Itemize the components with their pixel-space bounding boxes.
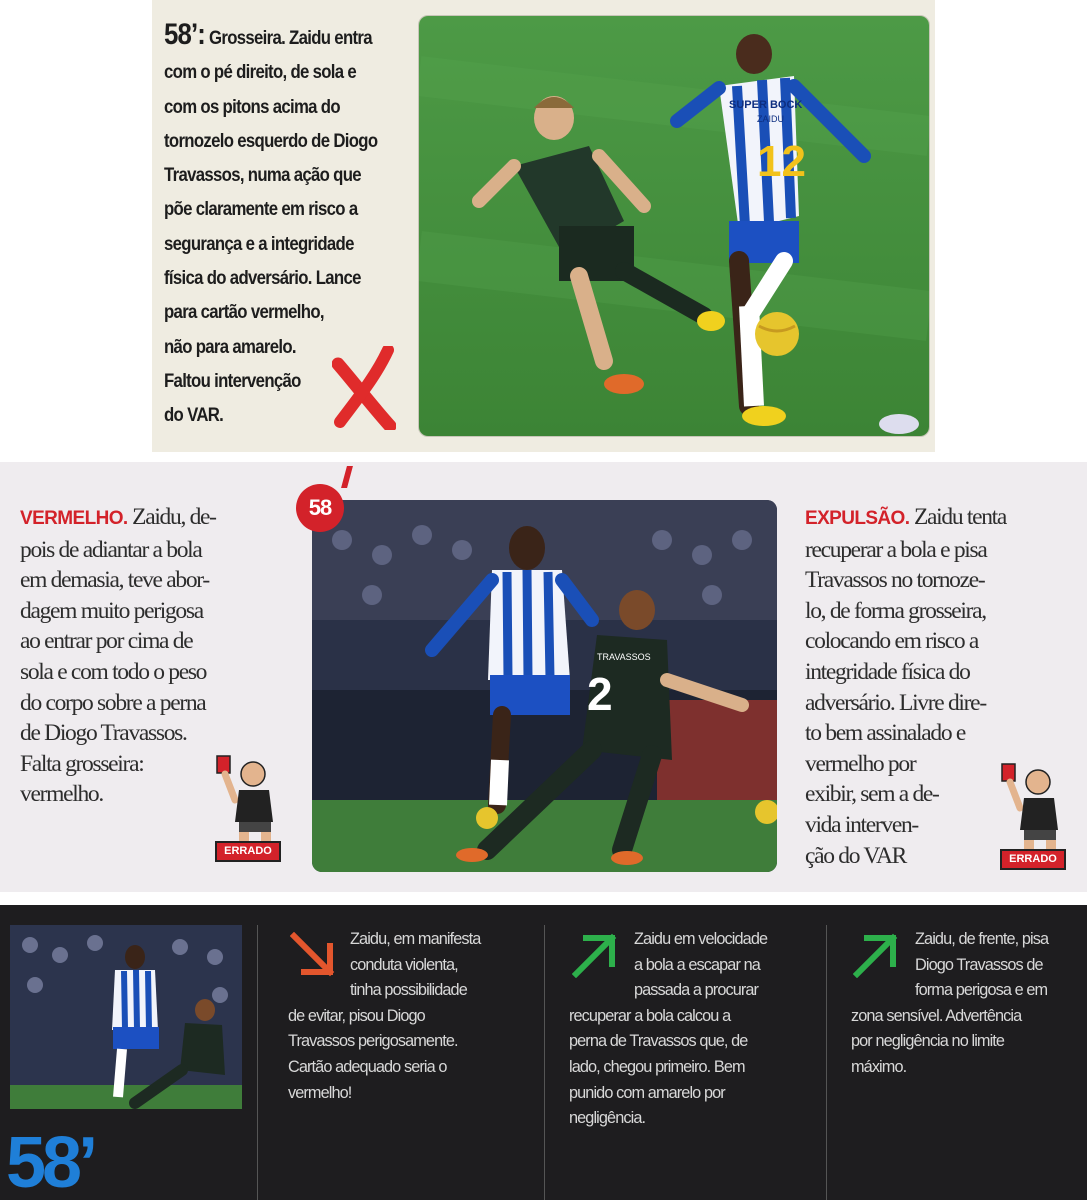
analysis-panel-top — [152, 0, 935, 452]
jersey-name: TRAVASSOS — [597, 652, 651, 662]
text-line: sola e com todo o peso — [20, 658, 207, 685]
text-line: vida interven- — [805, 811, 918, 838]
text-line: pois de adiantar a bola — [20, 536, 202, 563]
text-line: segurança e a integridade — [164, 232, 354, 255]
text-line: Travassos, numa ação que — [164, 164, 361, 187]
text-line: colocando em risco a — [805, 628, 979, 655]
text-line: de evitar, pisou Diogo — [288, 1006, 425, 1025]
photo-illustration — [419, 16, 929, 436]
text-line: por negligência no limite — [851, 1032, 1005, 1051]
text-line: com os pitons acima do — [164, 95, 340, 118]
jersey-number: 12 — [757, 137, 806, 186]
text-line: Zaidu, em manifesta — [350, 930, 481, 948]
text-line: forma perigosa e em — [915, 981, 1048, 1000]
text-line: com o pé direito, de sola e — [164, 61, 357, 84]
text-line: integridade física do — [805, 658, 970, 685]
thumbnail-illustration — [10, 925, 242, 1109]
text-line: em demasia, teve abor- — [20, 567, 209, 594]
jersey-number: 2 — [587, 668, 613, 720]
jersey-sponsor: SUPER BOCK — [729, 99, 803, 111]
text-line: para cartão vermelho, — [164, 301, 324, 324]
referee-icon — [215, 752, 285, 844]
text-line: Falta grosseira: — [20, 750, 144, 777]
text-line: Grosseira. Zaidu entra — [209, 27, 372, 49]
commentary-column-1 — [288, 927, 528, 1106]
text-line: vermelho! — [288, 1083, 352, 1102]
minute-tick — [341, 466, 353, 488]
match-photo — [418, 15, 930, 437]
text-line: vermelho por — [805, 750, 916, 777]
commentary-column-3 — [851, 927, 1087, 1081]
text-line: negligência. — [569, 1109, 646, 1128]
verdict-label: ERRADO — [215, 841, 281, 862]
text-line: Faltou intervenção — [164, 369, 301, 392]
minute-label: 58’ — [6, 1123, 95, 1203]
text-line: Zaidu, de frente, pisa — [915, 930, 1049, 948]
text-line: põe claramente em risco a — [164, 198, 358, 221]
text-line: do corpo sobre a perna — [20, 689, 206, 716]
verdict-heading: EXPULSÃO. — [805, 508, 910, 529]
text-line: passada a procurar — [634, 981, 759, 1000]
column-divider — [257, 925, 258, 1200]
text-line: lado, chegou primeiro. Bem — [569, 1057, 745, 1076]
text-line: ao entrar por cima de — [20, 628, 193, 655]
referee-verdict-right — [1000, 760, 1070, 870]
text-line: Zaidu em velocidade — [634, 930, 768, 948]
text-line: vermelho. — [20, 781, 103, 808]
analysis-panel-bottom — [0, 905, 1087, 1203]
text-line: perna de Travassos que, de — [569, 1032, 748, 1051]
text-line: ção do VAR — [805, 842, 907, 869]
column-divider — [826, 925, 827, 1200]
text-line: recuperar a bola e pisa — [805, 536, 987, 563]
referee-verdict-left — [215, 752, 285, 862]
text-line: a bola a escapar na — [634, 955, 760, 974]
text-line: punido com amarelo por — [569, 1083, 725, 1102]
text-line: Diogo Travassos de — [915, 955, 1043, 974]
verdict-label: ERRADO — [1000, 849, 1066, 870]
red-cross-icon — [332, 346, 396, 430]
text-line: Zaidu, de- — [132, 504, 216, 530]
text-line: Travassos no tornoze- — [805, 567, 985, 594]
text-line: exibir, sem a de- — [805, 781, 939, 808]
minute-label: 58’: — [164, 18, 206, 51]
column-divider — [544, 925, 545, 1200]
text-line: to bem assinalado e — [805, 720, 965, 747]
text-line: dagem muito perigosa — [20, 597, 203, 624]
commentary-column-2 — [569, 927, 809, 1132]
text-line: do VAR. — [164, 404, 224, 427]
text-line: conduta violenta, — [350, 955, 458, 974]
text-line: máximo. — [851, 1057, 907, 1076]
text-line: lo, de forma grosseira, — [805, 597, 986, 624]
verdict-heading: VERMELHO. — [20, 508, 128, 529]
text-line: de Diogo Travassos. — [20, 720, 187, 747]
text-line: Travassos perigosamente. — [288, 1032, 458, 1051]
photo-illustration — [312, 500, 777, 872]
text-line: Cartão adequado seria o — [288, 1057, 447, 1076]
text-line: zona sensível. Advertência — [851, 1006, 1022, 1025]
text-line: tornozelo esquerdo de Diogo — [164, 129, 378, 152]
jersey-name: ZAIDU — [757, 114, 784, 124]
text-line: física do adversário. Lance — [164, 267, 361, 290]
match-photo — [312, 500, 777, 872]
text-line: tinha possibilidade — [350, 981, 467, 1000]
text-line: Zaidu tenta — [913, 504, 1007, 530]
referee-icon — [1000, 760, 1070, 852]
text-line: recuperar a bola calcou a — [569, 1006, 731, 1025]
text-line: adversário. Livre dire- — [805, 689, 986, 716]
match-thumbnail — [10, 925, 242, 1109]
minute-badge: 58 — [296, 484, 344, 532]
text-line: não para amarelo. — [164, 335, 296, 358]
analysis-panel-middle — [0, 462, 1087, 892]
